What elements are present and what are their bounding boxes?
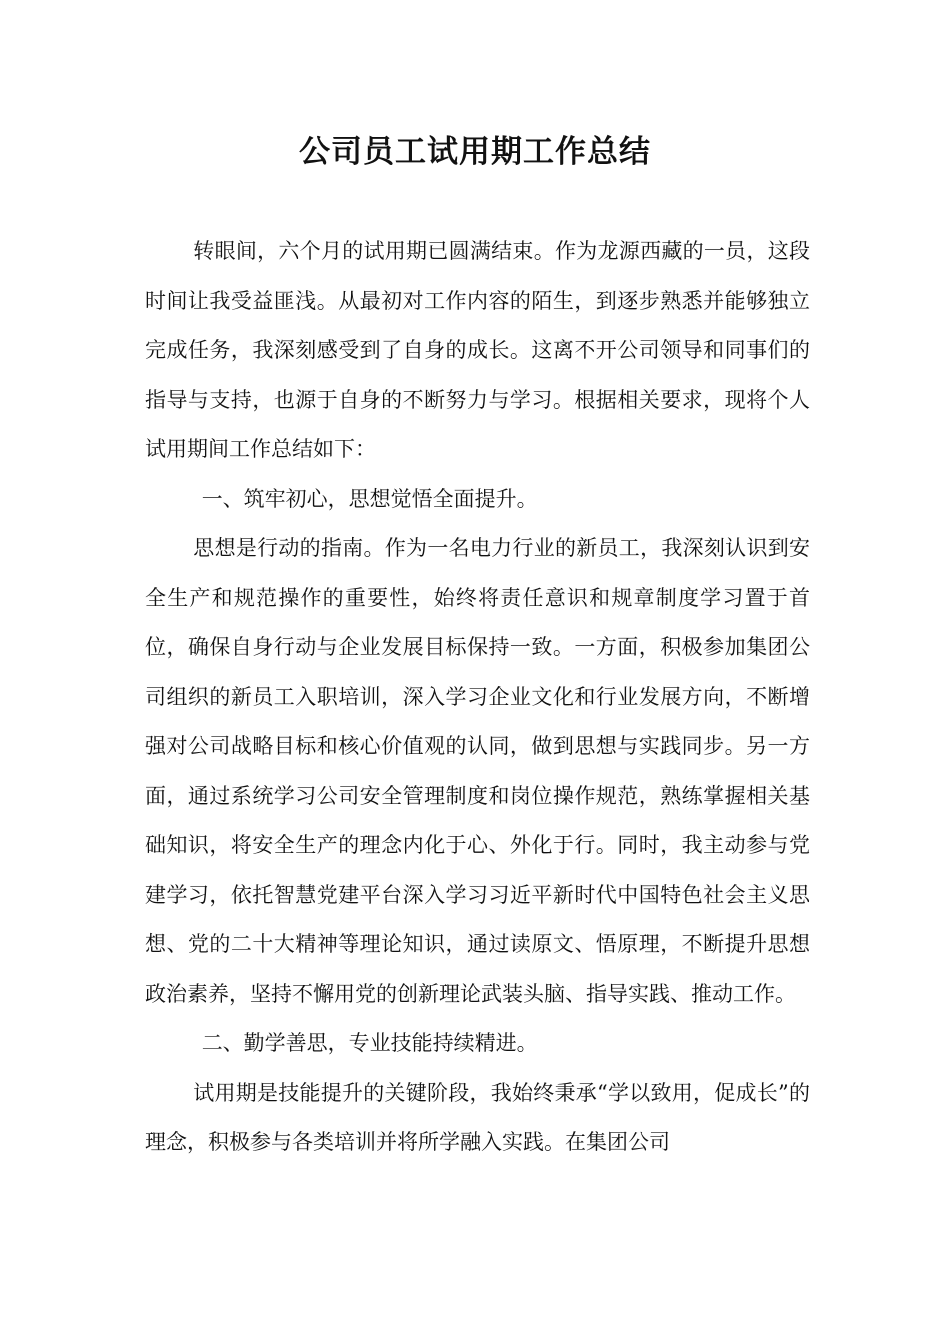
section-heading-1: 一、筑牢初心，思想觉悟全面提升。	[201, 486, 538, 511]
intro-paragraph: 转眼间，六个月的试用期已圆满结束。作为龙源西藏的一员，这段时间让我受益匪浅。从最初对工作内容的陌生，到逐步熟悉并能够独立完成任务，我深刻感受到了自身的成长。这离不开公司领导和同事们的指导与支持，也源于自身的不断努力与学习。根据相关要求，现将个人试用期间工作总结如下：	[145, 239, 810, 461]
section-heading-2: 二、勤学善思，专业技能持续精进。	[201, 1031, 538, 1055]
document-title: 公司员工试用期工作总结	[299, 134, 651, 170]
section-1-paragraph: 思想是行动的指南。作为一名电力行业的新员工，我深刻认识到安全生产和规范操作的重要性，始终将责任意识和规章制度学习置于首位，确保自身行动与企业发展目标保持一致。一方面，积极参加集团公司组织的新员工入职培训，深入学习企业文化和行业发展方向，不断增强对公司战略目标和核心价值观的认同，做到思想与实践同步。另一方面，通过系统学习公司安全管理制度和岗位操作规范，熟练掌握相关基础知识，将安全生产的理念内化于心、外化于行。同时，我主动参与党建学习，依托智慧党建平台深入学习习近平新时代中国特色社会主义思想、党的二十大精神等理论知识，通过读原文、悟原理，不断提升思想政治素养，坚持不懈用党的创新理论武装头脑、指导实践、推动工作。	[145, 536, 810, 1006]
section-2-paragraph: 试用期是技能提升的关键阶段，我始终秉承“学以致用，促成长”的理念，积极参与各类培训并将所学融入实践。在集团公司	[145, 1080, 810, 1154]
document-body	[145, 227, 810, 1168]
